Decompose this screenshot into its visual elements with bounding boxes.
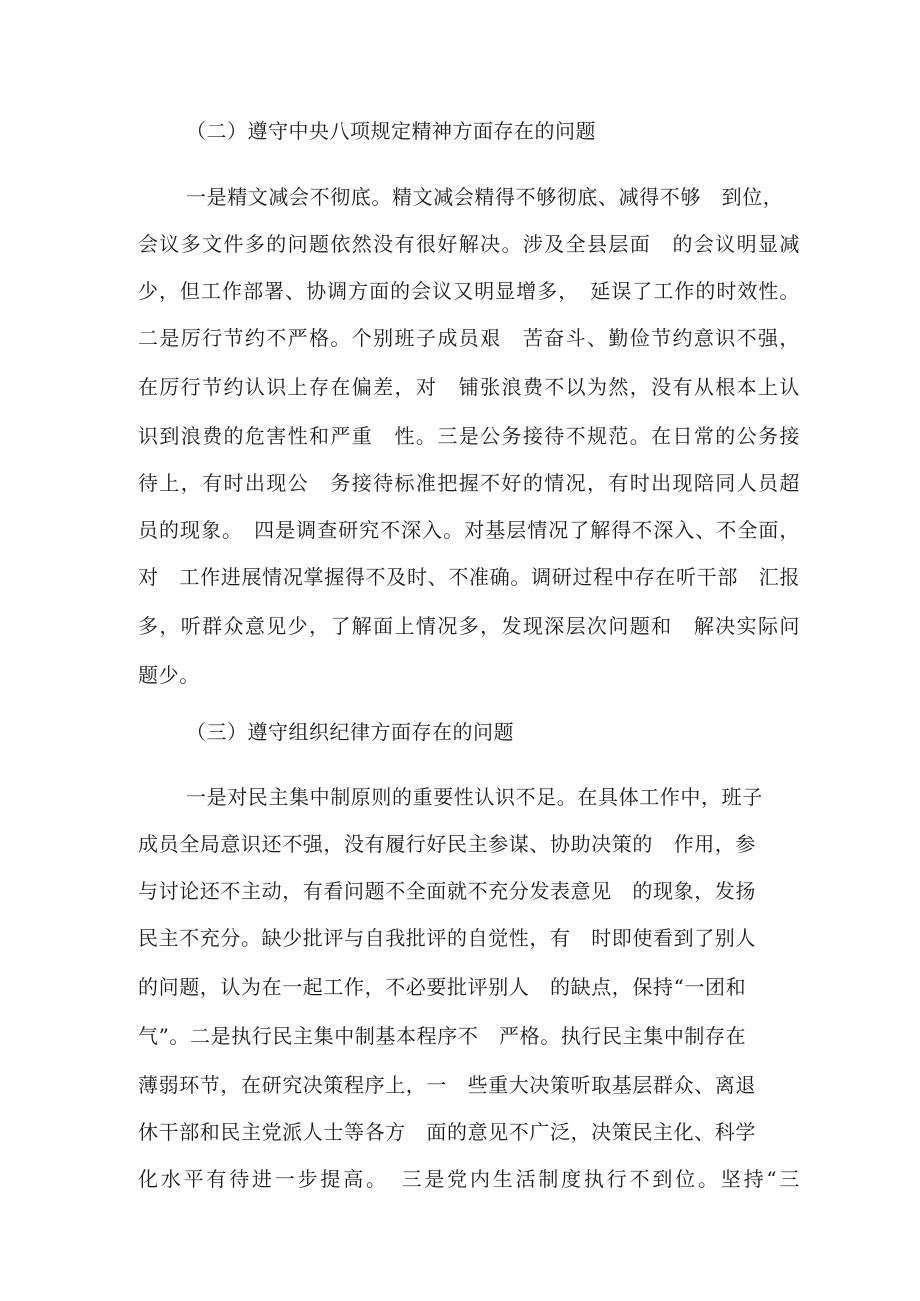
section-3-line: 一是对民主集中制原则的重要性认识不足。在具体工作中，班子: [186, 785, 763, 809]
section-3-line: 化水平有待进一步提高。 三是党内生活制度执行不到位。坚持“三: [138, 1167, 800, 1191]
section-2-line: 识到浪费的危害性和严重 性。三是公务接待不规范。在日常的公务接: [138, 424, 800, 448]
section-3-line: 民主不充分。缺少批评与自我批评的自觉性，有 时即使看到了别人: [138, 926, 756, 950]
section-3-line: 气”。二是执行民主集中制基本程序不 严格。执行民主集中制存在: [138, 1024, 747, 1048]
section-2-line: 在厉行节约认识上存在偏差，对 铺张浪费不以为然，没有从根本上认: [138, 375, 800, 399]
section-3-line: 休干部和民主党派人士等各方 面的意见不广泛，决策民主化、科学: [138, 1120, 756, 1144]
section-2-line: 二是厉行节约不严格。个别班子成员艰 苦奋斗、勤俭节约意识不强，: [138, 326, 800, 350]
section-2-line: 题少。: [138, 663, 200, 687]
section-2-line: 一是精文减会不彻底。精文减会精得不够彻底、减得不够 到位，: [186, 185, 784, 209]
section-3-heading: （三）遵守组织纪律方面存在的问题: [186, 720, 514, 744]
section-2-line: 员的现象。 四是调查研究不深入。对基层情况了解得不深入、不全面，: [138, 518, 800, 542]
section-3-line: 的问题，认为在一起工作，不必要批评别人 的缺点，保持“一团和: [138, 975, 747, 999]
section-2-line: 多，听群众意见少，了解面上情况多，发现深层次问题和 解决实际问: [138, 614, 800, 638]
section-3-line: 与讨论还不主动，有看问题不全面就不充分发表意见 的现象，发扬: [138, 879, 756, 903]
section-2-line: 少，但工作部署、协调方面的会议又明显增多， 延误了工作的时效性。: [138, 279, 800, 303]
section-3-line: 薄弱环节，在研究决策程序上，一 些重大决策听取基层群众、离退: [138, 1073, 756, 1097]
section-2-heading: （二）遵守中央八项规定精神方面存在的问题: [186, 119, 596, 143]
section-2-line: 会议多文件多的问题依然没有很好解决。涉及全县层面 的会议明显减: [138, 232, 800, 256]
section-2-line: 对 工作进展情况掌握得不及时、不准确。调研过程中存在听干部 汇报: [138, 565, 800, 589]
section-2-line: 待上，有时出现公 务接待标准把握不好的情况，有时出现陪同人员超: [138, 471, 800, 495]
section-3-line: 成员全局意识还不强，没有履行好民主参谋、协助决策的 作用，参: [138, 832, 756, 856]
